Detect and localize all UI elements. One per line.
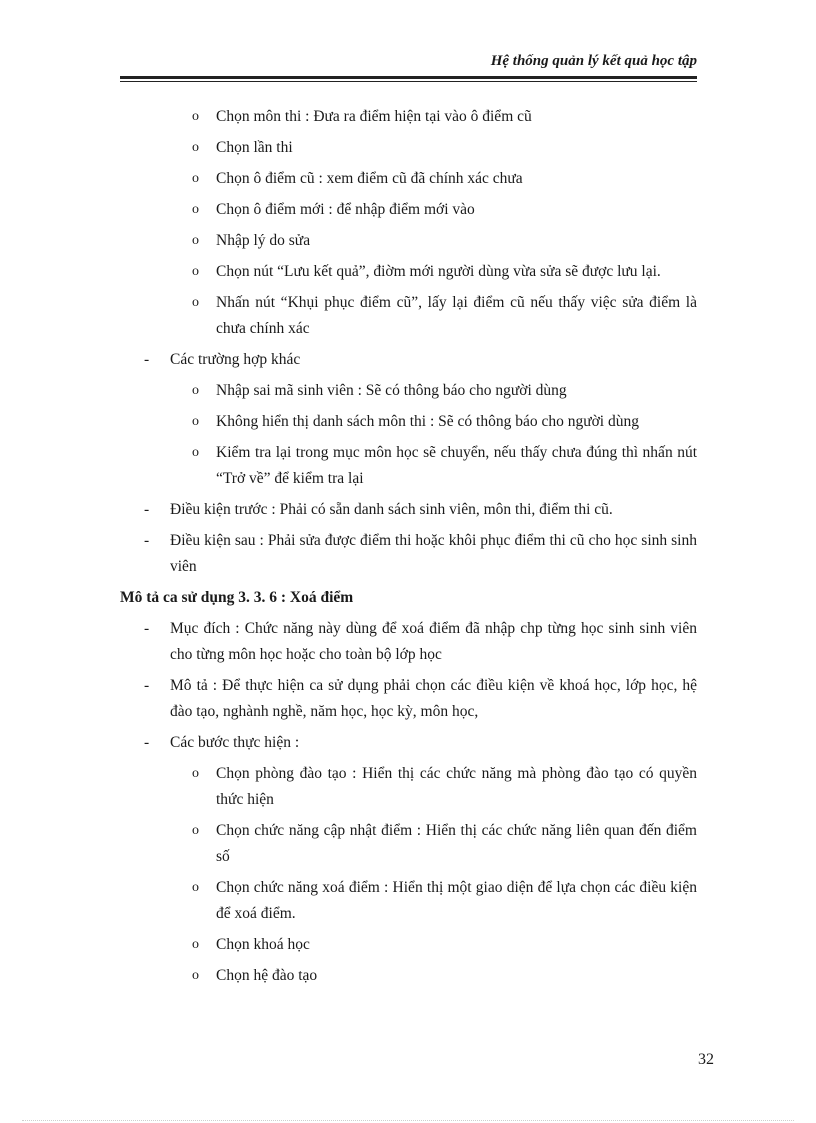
list-item: o Chọn lần thi xyxy=(120,135,697,161)
list-item: o Kiểm tra lại trong mục môn học sẽ chuyển, nếu thấy chưa đúng thì nhấn nút “Trở về” để kiểm tra lại xyxy=(120,440,697,492)
circle-bullet-icon: o xyxy=(192,445,199,460)
list-item: o Chọn nút “Lưu kết quả”, điờm mới người dùng vừa sửa sẽ được lưu lại. xyxy=(120,259,697,285)
list-item: o Chọn ô điểm mới : để nhập điểm mới vào xyxy=(120,197,697,223)
footer-divider xyxy=(22,1120,794,1121)
document-body xyxy=(120,104,697,994)
circle-bullet-icon: o xyxy=(192,880,199,895)
list-item: o Chọn môn thi : Đưa ra điểm hiện tại vào ô điểm cũ xyxy=(120,104,697,130)
circle-bullet-icon: o xyxy=(192,937,199,952)
list-item: o Nhập lý do sửa xyxy=(120,228,697,254)
circle-bullet-icon: o xyxy=(192,414,199,429)
list-item: o Chọn hệ đào tạo xyxy=(120,963,697,989)
page-number: 32 xyxy=(698,1051,714,1068)
dash-bullet-icon: - xyxy=(144,501,150,518)
circle-bullet-icon: o xyxy=(192,171,199,186)
circle-bullet-icon: o xyxy=(192,766,199,781)
dash-bullet-icon: - xyxy=(144,532,150,549)
postcondition-item: - Điều kiện sau : Phải sửa được điểm thi hoặc khôi phục điểm thi cũ cho học sinh sinh viên xyxy=(120,528,697,580)
header-rule-thick xyxy=(120,76,697,79)
circle-bullet-icon: o xyxy=(192,202,199,217)
circle-bullet-icon: o xyxy=(192,383,199,398)
list-item: o Nhập sai mã sinh viên : Sẽ có thông báo cho người dùng xyxy=(120,378,697,404)
circle-bullet-icon: o xyxy=(192,295,199,310)
description-item: - Mô tả : Để thực hiện ca sử dụng phải chọn các điều kiện về khoá học, lớp học, hệ đào tạo, nghành nghề, năm học, học kỳ, môn học, xyxy=(120,673,697,725)
dash-bullet-icon: - xyxy=(144,734,150,751)
circle-bullet-icon: o xyxy=(192,233,199,248)
list-item: o Chọn khoá học xyxy=(120,932,697,958)
section-heading: Mô tả ca sử dụng 3. 3. 6 : Xoá điểm xyxy=(120,589,354,606)
other-cases-item: - Các trường hợp khác xyxy=(120,347,697,373)
circle-bullet-icon: o xyxy=(192,968,199,983)
list-item: o Nhấn nút “Khụi phục điểm cũ”, lấy lại điểm cũ nếu thấy việc sửa điểm là chưa chính xác xyxy=(120,290,697,342)
circle-bullet-icon: o xyxy=(192,140,199,155)
precondition-item: - Điều kiện trước : Phải có sẵn danh sách sinh viên, môn thi, điểm thi cũ. xyxy=(120,497,697,523)
list-item: o Chọn chức năng cập nhật điểm : Hiển thị các chức năng liên quan đến điểm số xyxy=(120,818,697,870)
circle-bullet-icon: o xyxy=(192,109,199,124)
list-item: o Chọn chức năng xoá điểm : Hiển thị một giao diện để lựa chọn các điều kiện để xoá điểm. xyxy=(120,875,697,927)
page-header-title: Hệ thống quản lý kết quả học tập xyxy=(490,53,697,69)
list-item: o Chọn ô điểm cũ : xem điểm cũ đã chính xác chưa xyxy=(120,166,697,192)
circle-bullet-icon: o xyxy=(192,264,199,279)
steps-label-item: - Các bước thực hiện : xyxy=(120,730,697,756)
dash-bullet-icon: - xyxy=(144,351,150,368)
purpose-item: - Mục đích : Chức năng này dùng để xoá điểm đã nhập chp từng học sinh sinh viên cho từng môn học hoặc cho toàn bộ lớp học xyxy=(120,616,697,668)
list-item: o Chọn phòng đào tạo : Hiển thị các chức năng mà phòng đào tạo có quyền thức hiện xyxy=(120,761,697,813)
dash-bullet-icon: - xyxy=(144,620,150,637)
list-item: o Không hiển thị danh sách môn thi : Sẽ có thông báo cho người dùng xyxy=(120,409,697,435)
dash-bullet-icon: - xyxy=(144,677,150,694)
circle-bullet-icon: o xyxy=(192,823,199,838)
header-rule-thin xyxy=(120,81,697,82)
